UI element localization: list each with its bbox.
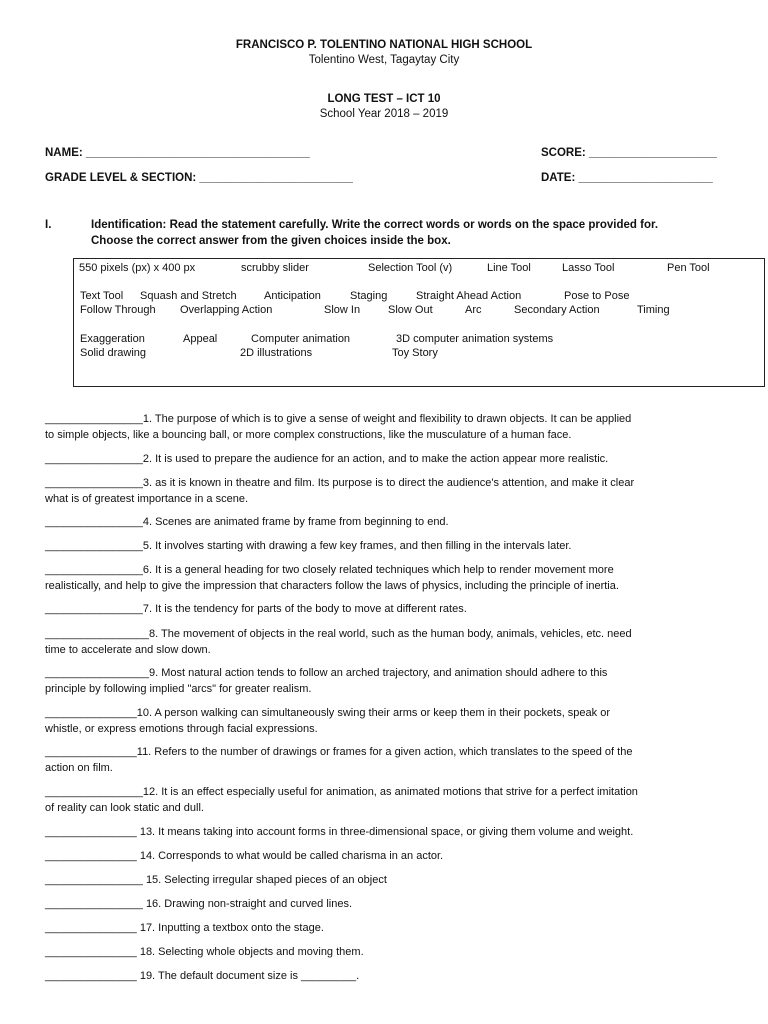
question-10-line-1: _______________10. A person walking can simultaneously swing their arms or keep them in their pockets, speak or <box>45 707 611 719</box>
question-3-line-2: what is of greatest importance in a scene. <box>45 493 248 505</box>
question-14: _______________ 14. Corresponds to what would be called charisma in an actor. <box>45 850 444 862</box>
instruction-line-1: Identification: Read the statement carefully. Write the correct words or words on the space provided for. <box>91 219 659 231</box>
date-field: DATE: _____________________ <box>541 172 713 184</box>
score-field: SCORE: ____________________ <box>541 147 717 159</box>
choice: Staging <box>350 290 388 302</box>
school-year: School Year 2018 – 2019 <box>319 108 449 120</box>
question-1-line-2: to simple objects, like a bouncing ball, or more complex constructions, like the musculature of a human face. <box>45 429 572 441</box>
choice: Arc <box>465 304 482 316</box>
question-6-line-2: realistically, and help to give the impression that characters follow the laws of physics, including the principle of inertia. <box>45 580 619 592</box>
name-field: NAME: ___________________________________ <box>45 147 310 159</box>
choice: Pose to Pose <box>564 290 630 302</box>
choice: Timing <box>637 304 670 316</box>
choice: Squash and Stretch <box>140 290 237 302</box>
choice: Anticipation <box>264 290 321 302</box>
test-title: LONG TEST – ICT 10 <box>327 93 441 105</box>
question-6-line-1: ________________6. It is a general heading for two closely related techniques which help to render movement more <box>45 564 614 576</box>
choice: Solid drawing <box>80 347 147 359</box>
choice: Straight Ahead Action <box>416 290 522 302</box>
grade-section-field: GRADE LEVEL & SECTION: ________________________ <box>45 172 353 184</box>
question-5: ________________5. It involves starting with drawing a few key frames, and then filling in the intervals later. <box>45 540 572 552</box>
choice: 2D illustrations <box>240 347 313 359</box>
question-12-line-2: of reality can look static and dull. <box>45 802 204 814</box>
choice: Slow In <box>324 304 361 316</box>
choice: Line Tool <box>487 262 531 274</box>
choice: 3D computer animation systems <box>396 333 554 345</box>
question-13: _______________ 13. It means taking into account forms in three-dimensional space, or giving them volume and weight. <box>45 826 634 838</box>
choice: scrubby slider <box>241 262 309 274</box>
question-8-line-1: _________________8. The movement of objects in the real world, such as the human body, animals, vehicles, etc. need <box>45 628 632 640</box>
question-2: ________________2. It is used to prepare the audience for an action, and to make the action appear more realistic. <box>45 453 609 465</box>
choice: 550 pixels (px) x 400 px <box>79 262 196 274</box>
question-17: _______________ 17. Inputting a textbox onto the stage. <box>45 922 324 934</box>
choice: Lasso Tool <box>562 262 615 274</box>
choice: Follow Through <box>80 304 156 316</box>
choice: Secondary Action <box>514 304 600 316</box>
instruction-line-2: Choose the correct answer from the given choices inside the box. <box>91 235 451 247</box>
choice: Exaggeration <box>80 333 145 345</box>
question-8-line-2: time to accelerate and slow down. <box>45 644 211 656</box>
choice: Selection Tool (v) <box>368 262 453 274</box>
question-11-line-2: action on film. <box>45 762 113 774</box>
question-18: _______________ 18. Selecting whole objects and moving them. <box>45 946 364 958</box>
choices-box <box>73 258 765 387</box>
school-address: Tolentino West, Tagaytay City <box>308 54 460 66</box>
question-9-line-2: principle by following implied "arcs" for greater realism. <box>45 683 312 695</box>
question-7: ________________7. It is the tendency for parts of the body to move at different rates. <box>45 603 467 615</box>
question-15: ________________ 15. Selecting irregular shaped pieces of an object <box>45 874 387 886</box>
question-19: _______________ 19. The default document size is _________. <box>45 970 360 982</box>
question-1-line-1: ________________1. The purpose of which is to give a sense of weight and flexibility to drawn objects. It can be applied <box>45 413 632 425</box>
question-3-line-1: ________________3. as it is known in theatre and film. Its purpose is to direct the audience's attention, and make it clear <box>45 477 635 489</box>
choice: Pen Tool <box>667 262 710 274</box>
choice: Appeal <box>183 333 218 345</box>
choice: Overlapping Action <box>180 304 273 316</box>
question-10-line-2: whistle, or express emotions through facial expressions. <box>45 723 318 735</box>
question-11-line-1: _______________11. Refers to the number of drawings or frames for a given action, which translates to the speed of the <box>45 746 633 758</box>
question-4: ________________4. Scenes are animated frame by frame from beginning to end. <box>45 516 449 528</box>
question-12-line-1: ________________12. It is an effect especially useful for animation, as animated motions that strive for a perfect imitation <box>45 786 638 798</box>
choice: Computer animation <box>251 333 351 345</box>
school-name: FRANCISCO P. TOLENTINO NATIONAL HIGH SCHOOL <box>235 39 533 51</box>
question-9-line-1: _________________9. Most natural action tends to follow an arched trajectory, and animation should adhere to this <box>45 667 608 679</box>
choice: Text Tool <box>80 290 124 302</box>
choice: Slow Out <box>388 304 433 316</box>
section-number: I. <box>45 219 52 231</box>
question-16: ________________ 16. Drawing non-straight and curved lines. <box>45 898 352 910</box>
choice: Toy Story <box>392 347 438 359</box>
